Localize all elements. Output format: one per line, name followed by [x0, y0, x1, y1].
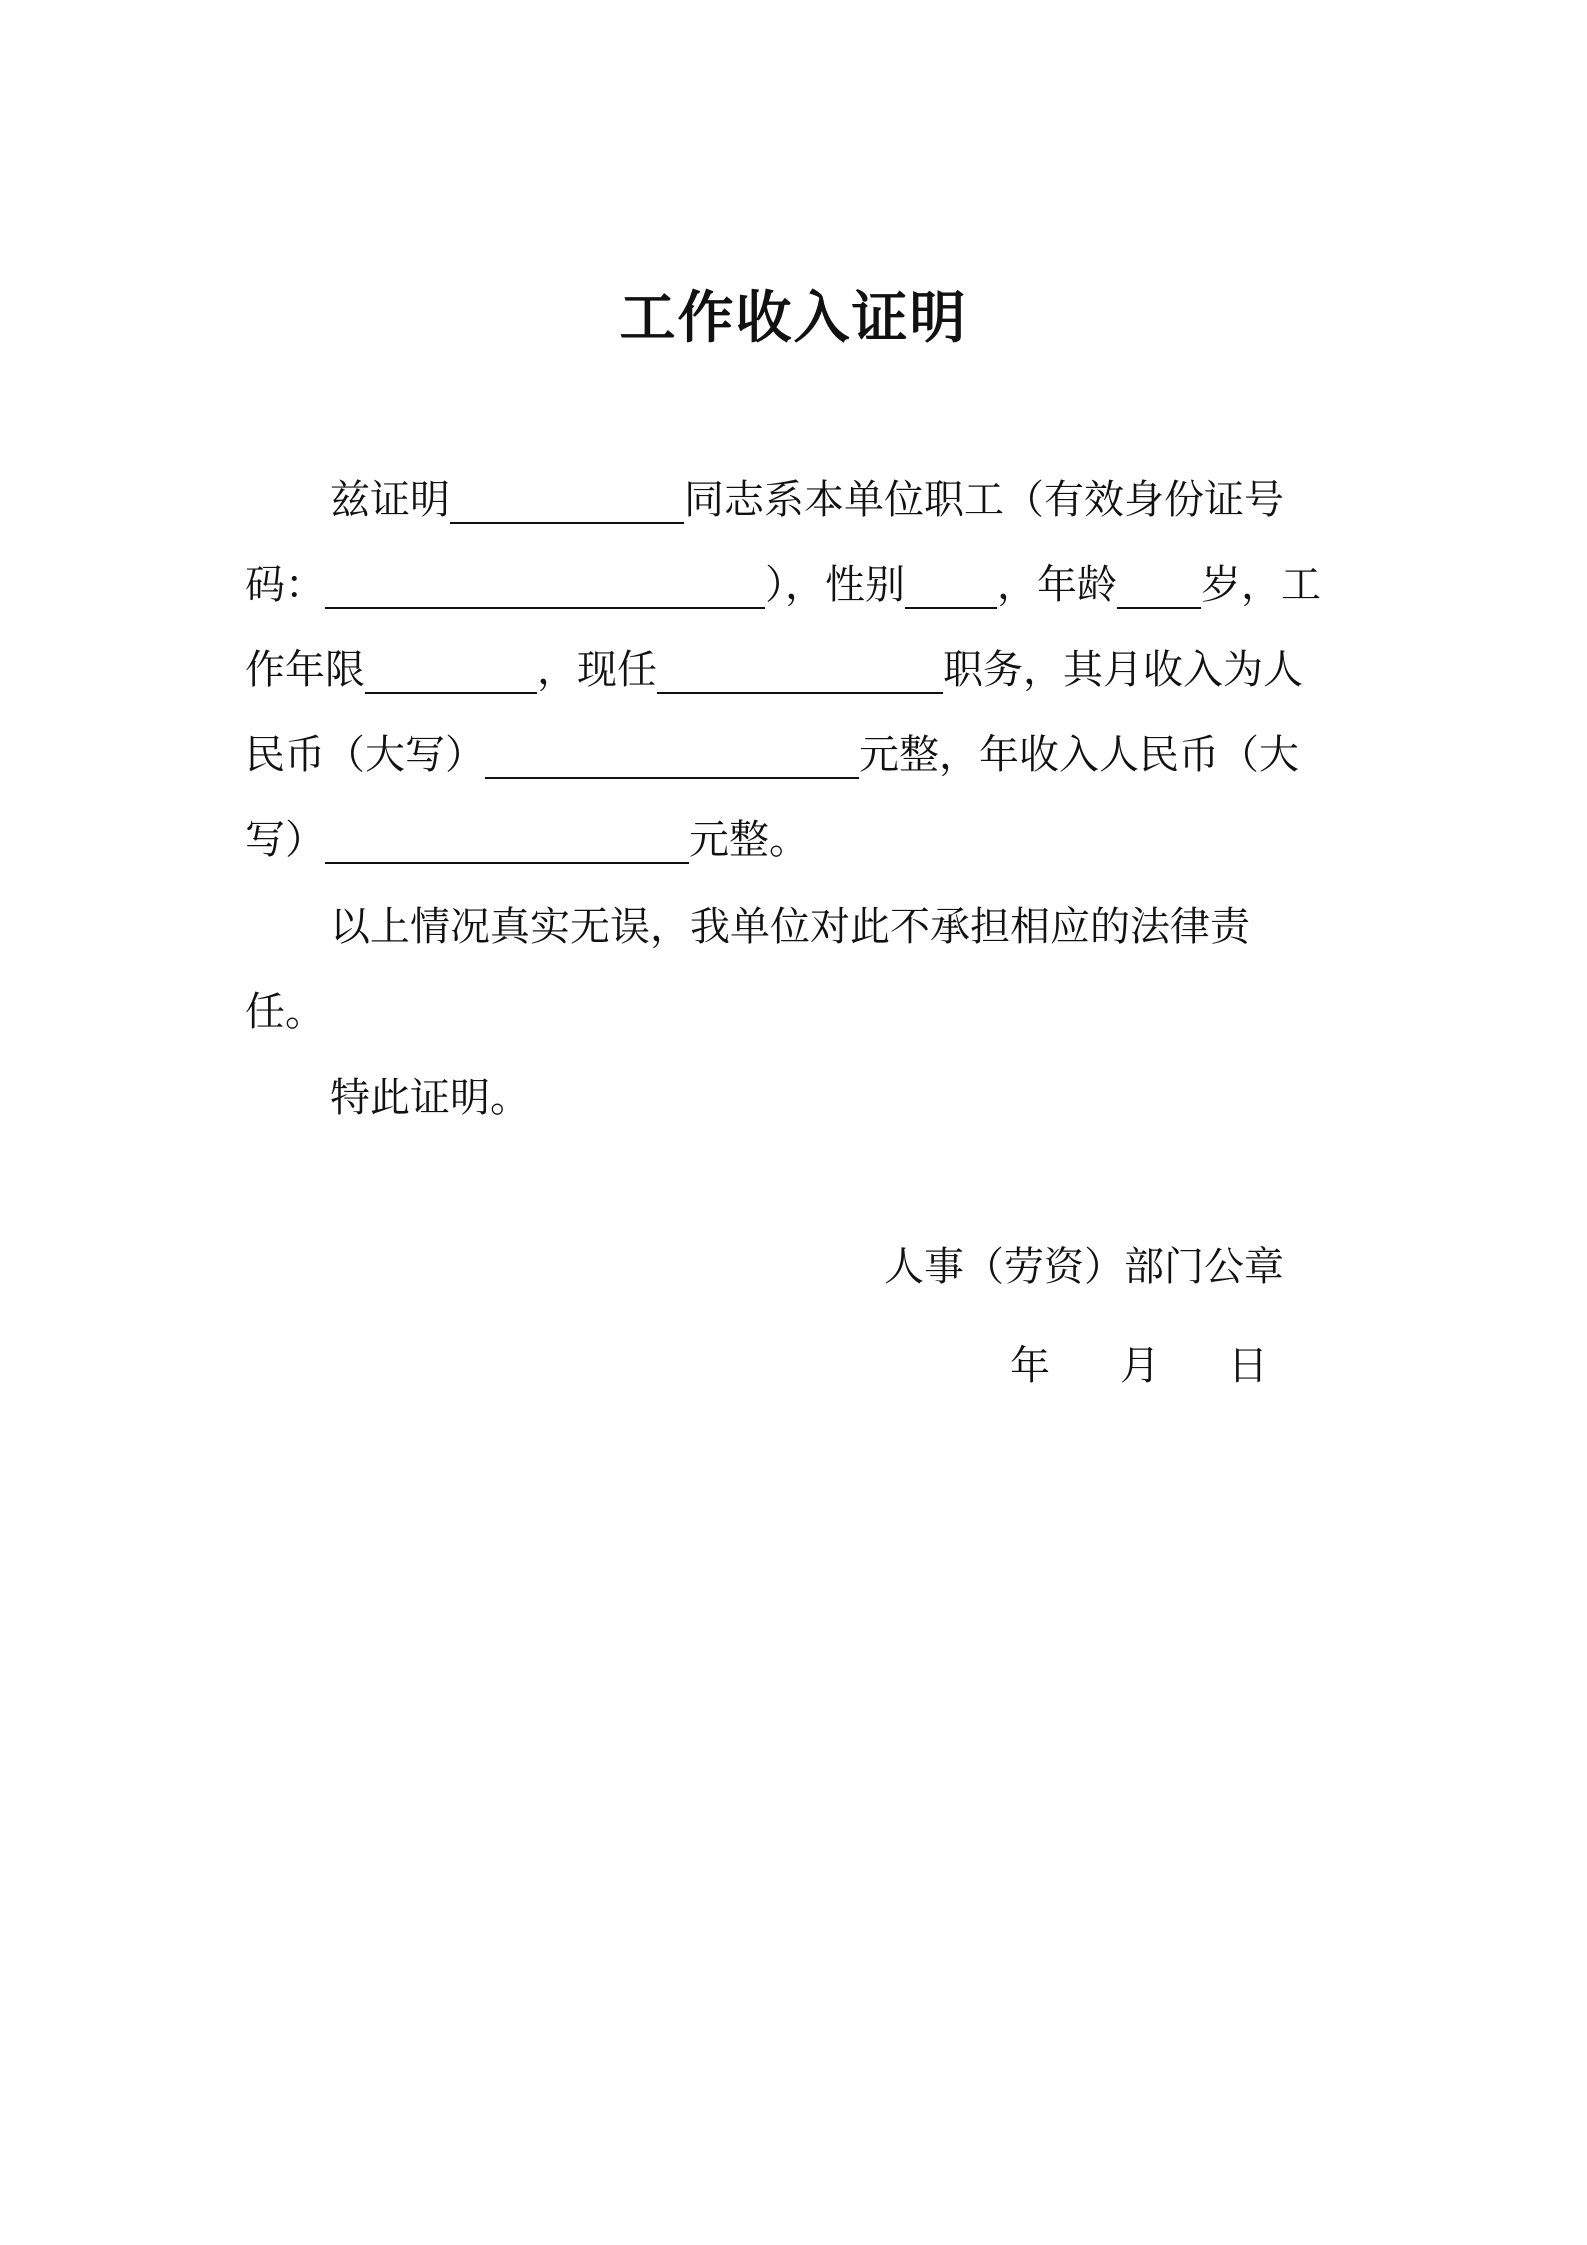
date-day-label: 日 [1228, 1343, 1268, 1389]
annual-income-blank[interactable] [325, 818, 689, 864]
paragraph-line-1 [330, 470, 1284, 530]
paragraph-line-3 [245, 640, 1303, 700]
line-2-prefix: 码： [245, 562, 325, 608]
gender-label: ），性别 [765, 562, 905, 608]
annual-income-label: 写） [245, 817, 325, 863]
position-label: ，现任 [537, 647, 657, 693]
position-blank[interactable] [657, 648, 943, 694]
gender-blank[interactable] [905, 563, 997, 609]
line-2-suffix: 岁，工 [1201, 562, 1321, 608]
page-title: 工作收入证明 [619, 285, 968, 351]
paragraph-line-8 [330, 1068, 530, 1128]
paragraph-line-7 [245, 982, 325, 1042]
monthly-income-blank[interactable] [485, 733, 859, 779]
disclaimer-text: 以上情况真实无误，我单位对此不承担相应的法律责 [330, 904, 1250, 950]
paragraph-line-4 [245, 725, 1299, 785]
line-5-suffix: 元整。 [689, 817, 809, 863]
monthly-income-label: 民币（大写） [245, 732, 485, 778]
work-years-label: 作年限 [245, 647, 365, 693]
line-3-suffix: 职务，其月收入为人 [943, 647, 1303, 693]
line-1-suffix: 同志系本单位职工（有效身份证号 [684, 477, 1284, 523]
line-1-prefix: 兹证明 [330, 477, 450, 523]
date-month-label: 月 [1120, 1343, 1160, 1389]
id-number-blank[interactable] [325, 563, 765, 609]
paragraph-line-6 [330, 897, 1250, 957]
work-years-blank[interactable] [365, 648, 537, 694]
stamp-label: 人事（劳资）部门公章 [884, 1244, 1284, 1290]
paragraph-line-2 [245, 555, 1321, 615]
paragraph-line-5 [245, 810, 809, 870]
line-4-suffix: 元整，年收入人民币（大 [859, 732, 1299, 778]
age-label: ，年龄 [997, 562, 1117, 608]
disclaimer-end: 任。 [245, 989, 325, 1035]
closing-text: 特此证明。 [330, 1075, 530, 1121]
date-year-label: 年 [1010, 1343, 1050, 1389]
name-blank[interactable] [450, 478, 684, 524]
age-blank[interactable] [1117, 563, 1201, 609]
